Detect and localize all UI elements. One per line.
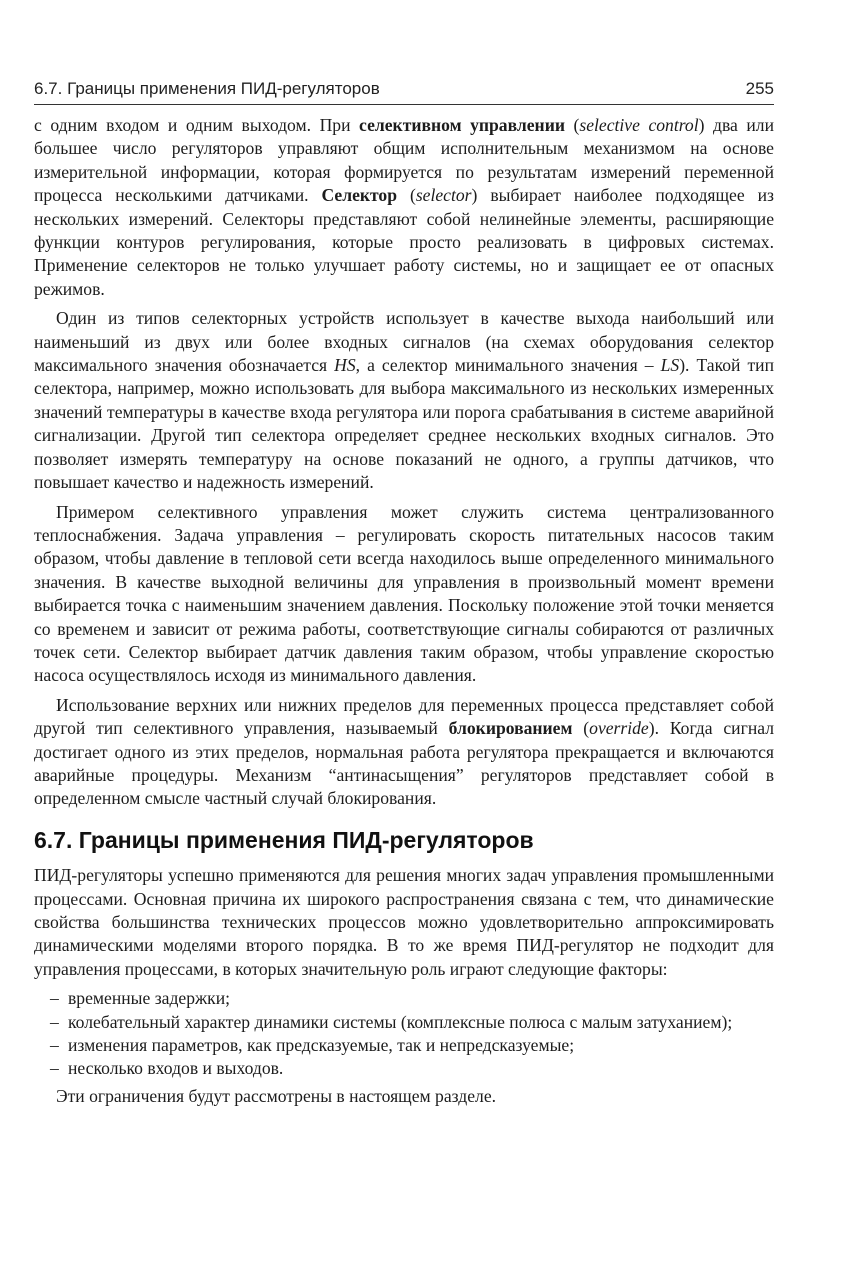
header-section-title: 6.7. Границы применения ПИД-регуляторов [34,79,380,98]
page-body [34,114,774,1114]
symbol-hs: HS [334,355,356,376]
term-en-selector: selector [415,185,472,206]
term-override: блокированием [448,718,573,739]
paragraph-heating-example: Примером селективного управления может служить система централизованного теплоснабжения. Задача управления – регулировать скорость питательных насосов таким образом, чтобы давление в тепловой сети всегда находилось выше определенного минимального значения. В качестве выходной величины для управления в произвольный момент времени выбирается точка с наименьшим значением давления. Поскольку положение этой точки меняется со временем и зависит от режима работы, соответствующие сигналы собираются от различных точек сети. Селектор выбирает датчик давления таким образом, чтобы управление скоростью насоса осуществлялось исходя из минимального давления. [34,501,774,686]
list-item: – колебательный характер динамики системы (комплексные полюса с малым затуханием); [68,1011,774,1034]
list-item: – временные задержки; [68,987,774,1010]
term-en-override: override [589,718,649,739]
paragraph-override: Использование верхних или нижних пределов для переменных процесса представляет собой другой тип селективного управления, называемый блокированием (override). Когда сигнал достигает одного из этих пределов, нормальная работа регулятора прекращается и включаются аварийные процедуры. Механизм “антинасыщения” регуляторов представляет собой в определенном смысле частный случай блокирования. [34,694,774,809]
paragraph-selector-types: Один из типов селекторных устройств использует в качестве выхода наибольший или наименьший из двух или более входных сигналов (на схемах оборудования селектор максимального значения обозначается HS, а селектор минимального значения – LS). Такой тип селектора, например, можно использовать для выбора максимального из нескольких измеренных значений температуры в качестве входа регулятора или порога срабатывания в системе аварийной сигнализации. Другой тип селектора определяет среднее нескольких входных сигналов. Это позволяет измерять температуру на основе показаний не одного, а группы датчиков, что повышает качество и надежность измерений. [34,308,774,493]
paragraph-selective-control: с одним входом и одним выходом. При селективном управлении (selective control) два или большее число регуляторов управляют общим исполнительным механизмом на основе измерительной информации, которая формируется по результатам измерений переменной процесса несколькими датчиками. Селектор (selector) выбирает наиболее подходящее из нескольких измерений. Селекторы представляют собой нелинейные элементы, расширяющие функции контуров регулирования, которые просто реализовать в цифровых системах. Применение селекторов не только улучшает работу системы, но и защищает ее от опасных режимов. [34,115,774,299]
paragraph-pid-limits: ПИД-регуляторы успешно применяются для решения многих задач управления промышленными процессами. Основная причина их широкого распространения связана с тем, что динамические свойства большинства технических процессов можно удовлетворительно аппроксимировать динамическими моделями второго порядка. В то же время ПИД-регулятор не подходит для управления процессами, в которых значительную роль играют следующие факторы: [34,865,774,979]
term-selective-control: селективном управлении [359,115,565,135]
running-header [34,74,774,105]
term-en-selective-control: selective control [579,115,699,135]
term-selector: Селектор [321,185,398,206]
page-number: 255 [745,79,774,98]
factors-list [34,987,774,1081]
list-item: – изменения параметров, как предсказуемые, так и непредсказуемые; [68,1034,774,1057]
list-item: – несколько входов и выходов. [68,1057,774,1080]
paragraph-closing: Эти ограничения будут рассмотрены в настоящем разделе. [56,1085,497,1106]
symbol-ls: LS [660,355,680,376]
section-heading: 6.7. Границы применения ПИД-регуляторов [34,826,534,853]
